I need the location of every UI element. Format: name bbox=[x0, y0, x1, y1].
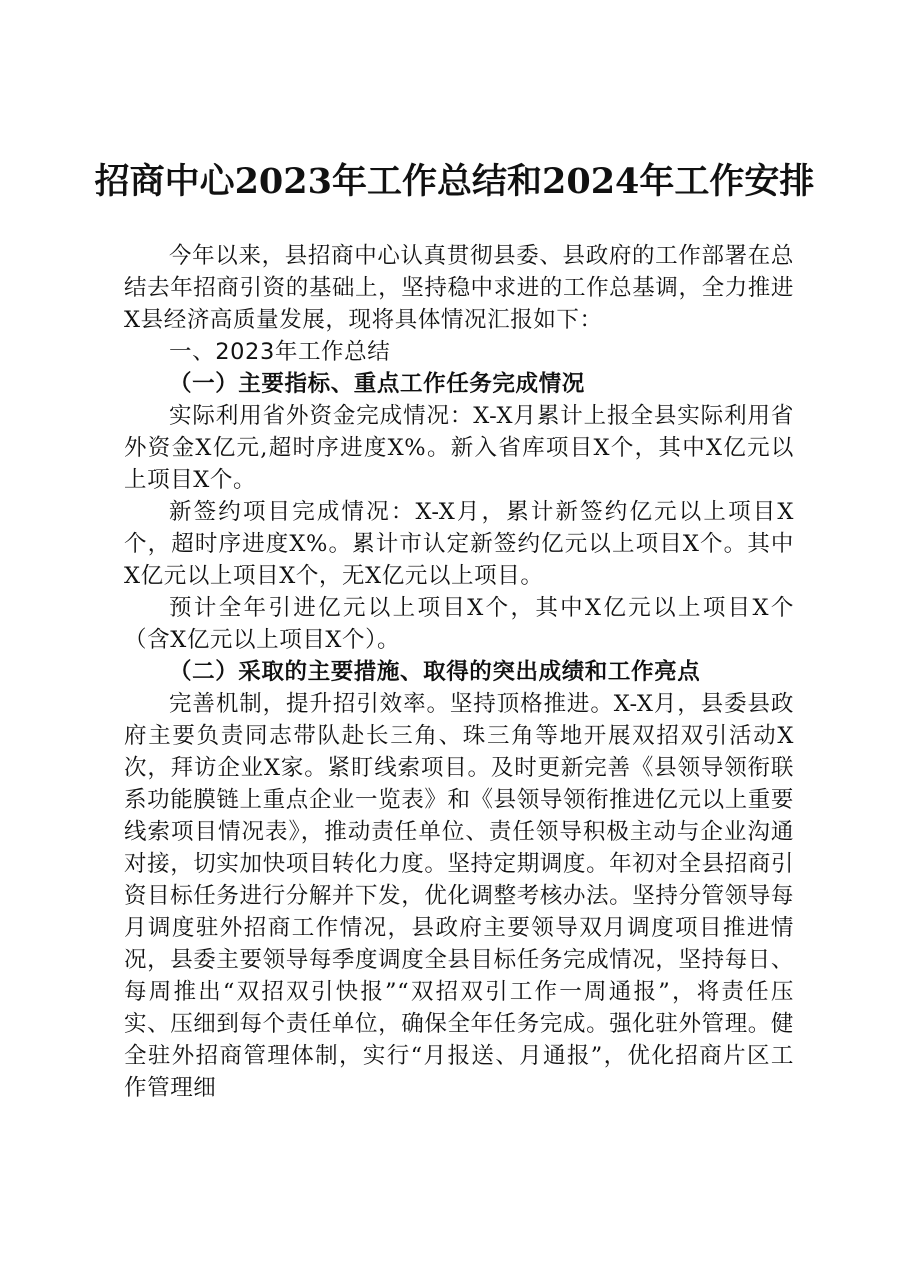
intro-paragraph: 今年以来，县招商中心认真贯彻县委、县政府的工作部署在总结去年招商引资的基础上，坚持稳中求进的工作总基调，全力推进X县经济高质量发展，现将具体情况汇报如下： bbox=[124, 243, 794, 333]
document-body bbox=[124, 240, 794, 1104]
investment-paragraph: 实际利用省外资金完成情况：X-X月累计上报全县实际利用省外资金X亿元,超时序进度X%。新入省库项目X个，其中X亿元以上项目X个。 bbox=[124, 403, 794, 493]
forecast-paragraph: 预计全年引进亿元以上项目X个，其中X亿元以上项目X个（含X亿元以上项目X个）。 bbox=[124, 595, 794, 653]
contracts-paragraph: 新签约项目完成情况：X-X月，累计新签约亿元以上项目X个，超时序进度X%。累计市认定新签约亿元以上项目X个。其中X亿元以上项目X个，无X亿元以上项目。 bbox=[124, 499, 794, 589]
section-heading-summary: 一、2023年工作总结 bbox=[169, 339, 391, 365]
subsection-heading-measures: （二）采取的主要措施、取得的突出成绩和工作亮点 bbox=[169, 659, 701, 685]
document-title: 招商中心2023年工作总结和2024年工作安排 bbox=[94, 161, 815, 202]
subsection-heading-indicators: （一）主要指标、重点工作任务完成情况 bbox=[169, 371, 585, 397]
measures-paragraph: 完善机制，提升招引效率。坚持顶格推进。X-X月，县委县政府主要负责同志带队赴长三角、珠三角等地开展双招双引活动X次，拜访企业X家。紧盯线索项目。及时更新完善《县领导领衔联系功能膜链上重点企业一览表》和《县领导领衔推进亿元以上重要线索项目情况表》，推动责任单位、责任领导积极主动与企业沟通对接，切实加快项目转化力度。坚持定期调度。年初对全县招商引资目标任务进行分解并下发，优化调整考核办法。坚持分管领导每月调度驻外招商工作情况，县政府主要领导双月调度项目推进情况，县委主要领导每季度调度全县目标任务完成情况，坚持每日、每周推出“双招双引快报”“双招双引工作一周通报”，将责任压实、压细到每个责任单位，确保全年任务完成。强化驻外管理。健全驻外招商管理体制，实行“月报送、月通报”，优化招商片区工作管理细 bbox=[124, 691, 794, 1101]
